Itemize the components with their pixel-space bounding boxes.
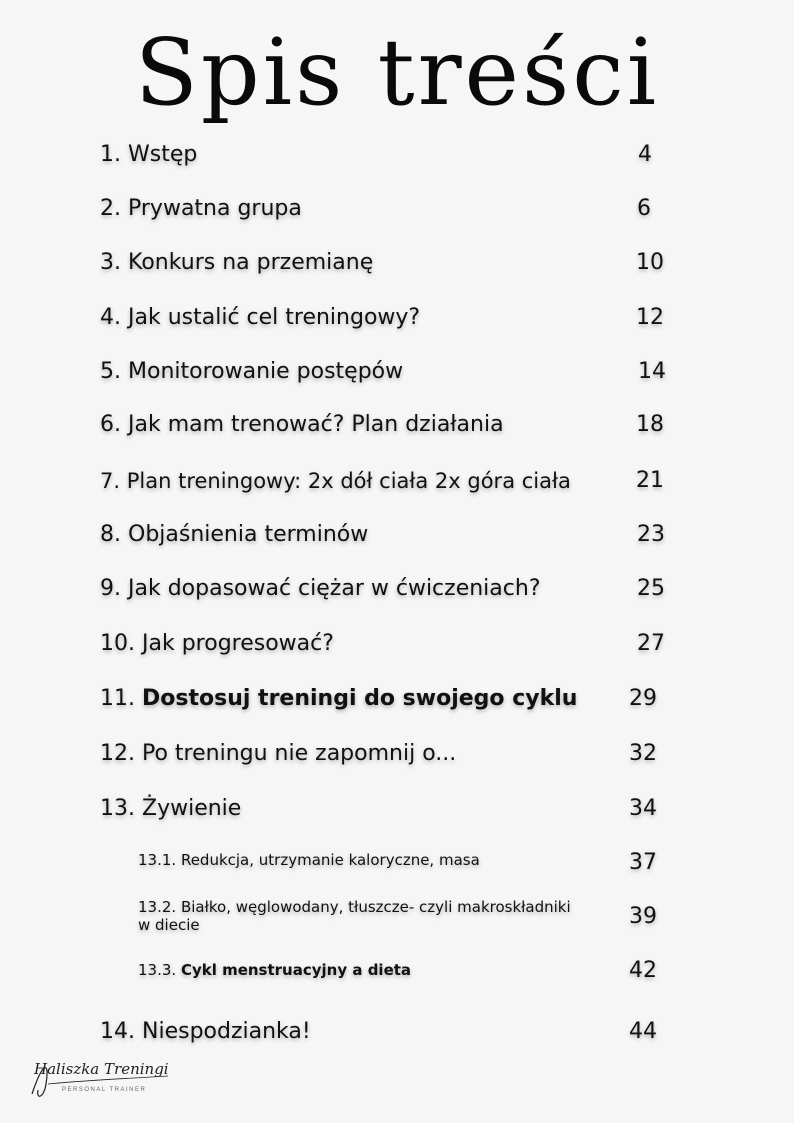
- entry-number: 4.: [100, 305, 121, 330]
- entry-label: Żywienie: [142, 796, 242, 821]
- toc-entry-14[interactable]: [100, 1018, 660, 1046]
- entry-label: Jak mam trenować? Plan działania: [128, 412, 504, 437]
- entry-label: Plan treningowy: 2x dół ciała 2x góra ciała: [126, 469, 571, 493]
- entry-page: 37: [629, 850, 657, 875]
- entry-number: 13.3.: [138, 961, 177, 979]
- entry-label: Monitorowanie postępów: [128, 359, 404, 384]
- entry-page: 10: [636, 250, 664, 275]
- entry-page: 6: [637, 196, 651, 221]
- toc-entry-4[interactable]: [100, 304, 660, 332]
- entry-number: 8.: [100, 522, 121, 547]
- entry-number: 13.2.: [138, 898, 177, 916]
- toc-entry-2[interactable]: [100, 195, 660, 223]
- entry-label: Konkurs na przemianę: [128, 250, 374, 275]
- toc-entry-1[interactable]: [100, 141, 660, 169]
- entry-label: Jak ustalić cel treningowy?: [128, 305, 421, 330]
- page-title: Spis treści: [134, 19, 660, 126]
- signature-script: Haliszka Treningi: [34, 1060, 169, 1078]
- entry-label: Wstęp: [128, 142, 198, 167]
- toc-entry-12[interactable]: [100, 740, 660, 768]
- entry-number: 13.: [100, 796, 135, 821]
- signature-subtitle: PERSONAL TRAINER: [62, 1087, 147, 1093]
- entry-page: 25: [637, 576, 665, 601]
- entry-number: 2.: [100, 196, 121, 221]
- entry-label: Dostosuj treningi do swojego cyklu: [142, 686, 578, 711]
- entry-label: Jak progresować?: [142, 631, 334, 656]
- entry-label: Niespodzianka!: [142, 1019, 311, 1044]
- entry-page: 39: [629, 904, 657, 929]
- entry-number: 9.: [100, 576, 121, 601]
- entry-page: 44: [629, 1019, 657, 1044]
- entry-number: 14.: [100, 1019, 135, 1044]
- toc-subentry-13-1[interactable]: [138, 851, 578, 869]
- toc-entry-13[interactable]: [100, 795, 660, 823]
- toc-entry-5[interactable]: [100, 358, 660, 386]
- entry-number: 7.: [100, 469, 121, 493]
- toc-entry-8[interactable]: [100, 521, 660, 549]
- toc-entry-6[interactable]: [100, 411, 660, 439]
- entry-label: Cykl menstruacyjny a dieta: [180, 961, 412, 979]
- entry-label: Objaśnienia terminów: [128, 522, 369, 547]
- entry-page: 34: [629, 796, 657, 821]
- entry-page: 4: [638, 142, 652, 167]
- entry-label: Po treningu nie zapomnij o...: [142, 741, 457, 766]
- entry-number: 5.: [100, 359, 121, 384]
- entry-page: 27: [637, 631, 665, 656]
- entry-page: 12: [636, 305, 664, 330]
- toc-entry-11[interactable]: [100, 685, 660, 713]
- entry-page: 23: [637, 522, 665, 547]
- entry-number: 6.: [100, 412, 121, 437]
- toc-entry-3[interactable]: [100, 249, 660, 277]
- entry-label: Jak dopasować ciężar w ćwiczeniach?: [128, 576, 541, 601]
- entry-page: 14: [638, 359, 666, 384]
- entry-page: 42: [629, 958, 657, 983]
- toc-entry-7[interactable]: [100, 467, 660, 495]
- entry-page: 29: [629, 686, 657, 711]
- toc-entry-10[interactable]: [100, 630, 660, 658]
- entry-label: Prywatna grupa: [128, 196, 302, 221]
- entry-number: 13.1.: [138, 851, 177, 869]
- toc-subentry-13-2[interactable]: [138, 898, 578, 934]
- entry-page: 32: [629, 741, 657, 766]
- entry-number: 12.: [100, 741, 135, 766]
- toc-subentry-13-3[interactable]: [138, 961, 578, 979]
- entry-page: 21: [636, 468, 664, 493]
- entry-number: 1.: [100, 142, 121, 167]
- entry-page: 18: [636, 412, 664, 437]
- entry-label: Redukcja, utrzymanie kaloryczne, masa: [180, 851, 480, 869]
- brand-signature-logo: [28, 1054, 178, 1104]
- entry-number: 3.: [100, 250, 121, 275]
- entry-number: 10.: [100, 631, 135, 656]
- toc-entry-9[interactable]: [100, 575, 660, 603]
- entry-number: 11.: [100, 686, 135, 711]
- entry-label: Białko, węglowodany, tłuszcze- czyli makroskładniki w diecie: [138, 898, 571, 934]
